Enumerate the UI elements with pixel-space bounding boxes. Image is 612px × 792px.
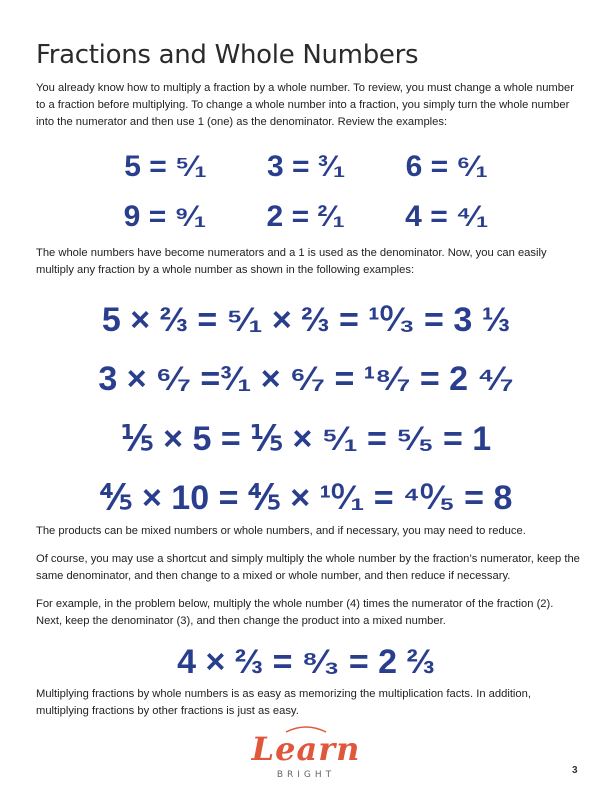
equation-1: 5 × ⅔ = ⁵⁄₁ × ⅔ = ¹⁰⁄₃ = 3 ⅓ [101, 301, 511, 339]
logo-subtitle: BRIGHT [276, 770, 336, 780]
examples-row-1 [0, 150, 612, 184]
example-paragraph: For example, in the problem below, multiply the whole number (4) times the numerator of the fraction (2). Next, keep the denominator (3), and then change the product into a mixed number. [36, 598, 554, 627]
final-equation: 4 × ⅔ = ⁸⁄₃ = 2 ⅔ [177, 643, 435, 681]
closing-paragraph: Multiplying fractions by whole numbers is as easy as memorizing the multiplication facts. In addition, multiplying fractions by other fractions is just as easy. [36, 688, 531, 717]
example-item: 4 = ⁴⁄₁ [405, 200, 489, 233]
products-paragraph: The products can be mixed numbers or whole numbers, and if necessary, you may need to reduce. [36, 525, 526, 537]
examples-row-2 [0, 200, 612, 234]
equation-4: ⅘ × 10 = ⅘ × ¹⁰⁄₁ = ⁴⁰⁄₅ = 8 [99, 479, 513, 517]
example-item: 9 = ⁹⁄₁ [123, 200, 207, 233]
logo-wordmark: Learn [251, 730, 361, 768]
explanation-paragraph: The whole numbers have become numerators and a 1 is used as the denominator. Now, you can easily multiply any fraction by a whole number as shown in the following examples: [36, 247, 547, 276]
example-item: 3 = ³⁄₁ [267, 150, 346, 183]
example-item: 5 = ⁵⁄₁ [124, 150, 207, 183]
page-title: Fractions and Whole Numbers [36, 40, 419, 70]
intro-paragraph: You already know how to multiply a fraction by a whole number. To review, you must change a whole number to a fraction before multiplying. To change a whole number into a fraction, you simply turn the whole number into the numerator and then use 1 (one) as the denominator. Review the examples: [36, 82, 574, 128]
equation-2: 3 × ⁶⁄₇ =³⁄₁ × ⁶⁄₇ = ¹⁸⁄₇ = 2 ⁴⁄₇ [98, 360, 514, 398]
equation-3: ⅕ × 5 = ⅕ × ⁵⁄₁ = ⁵⁄₅ = 1 [120, 420, 492, 458]
example-item: 6 = ⁶⁄₁ [405, 150, 488, 183]
shortcut-paragraph: Of course, you may use a shortcut and simply multiply the whole number by the fraction’s numerator, keep the same denominator, and then change to a mixed or whole number, and then reduce if necessary. [36, 553, 580, 582]
learn-bright-logo [246, 728, 366, 784]
page-number: 3 [572, 765, 578, 776]
example-item: 2 = ²⁄₁ [266, 200, 345, 233]
